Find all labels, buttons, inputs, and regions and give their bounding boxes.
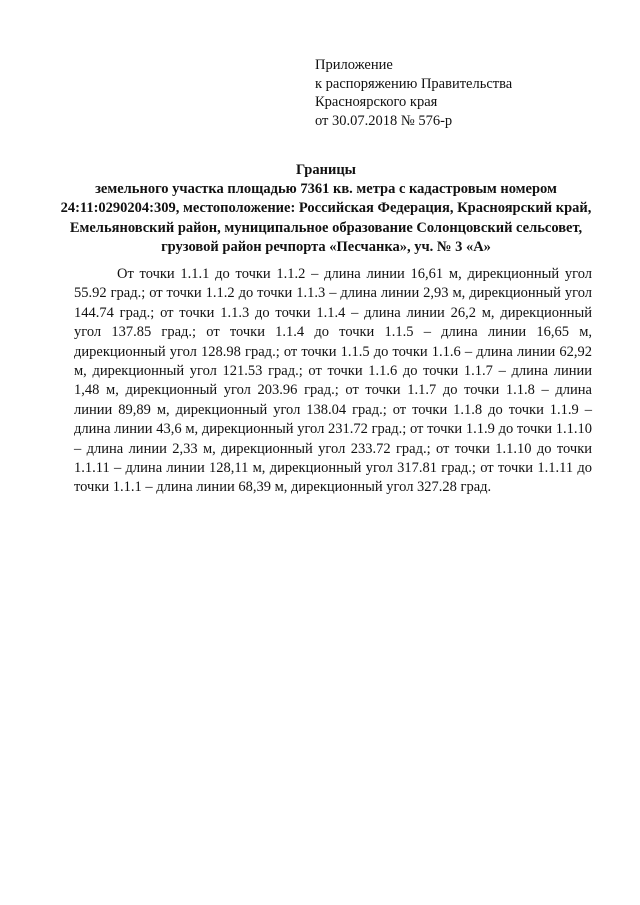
boundary-description: От точки 1.1.1 до точки 1.1.2 – длина линии 16,61 м, дирекционный угол 55.92 град.; от точки 1.1.2 до точки 1.1.3 – длина линии 2,93 м, дирекционный угол 144.74 град.; от точки 1.1.3 до точки 1.1.4 – длина линии 26,2 м, дирекционный угол 137.85 град.; от точки 1.1.4 до точки 1.1.5 – длина линии 16,65 м, дирекционный угол 128.98 град.; от точки 1.1.5 до точки 1.1.6 – длина линии 62,92 м, дирекционный угол 121.53 град.; от точки 1.1.6 до точки 1.1.7 – длина линии 1,48 м, дирекционный угол 203.96 град.; от точки 1.1.7 до точки 1.1.8 – длина линии 89,89 м, дирекционный угол 138.04 град.; от точки 1.1.8 до точки 1.1.9 – длина линии 43,6 м, дирекционный угол 231.72 град.; от точки 1.1.9 до точки 1.1.10 – длина линии 2,33 м, дирекционный угол 233.72 град.; от точки 1.1.10 до точки 1.1.11 – длина линии 128,11 м, дирекционный угол 317.81 град.; от точки 1.1.11 до точки 1.1.1 – длина линии 68,39 м, дирекционный угол 327.28 град.	[74, 266, 592, 496]
annex-authority: Красноярского края	[315, 94, 438, 110]
document-title	[60, 161, 592, 257]
title-subtitle: земельного участка площадью 7361 кв. метра с кадастровым номером 24:11:0290204:309, местоположение: Российская Федерация, Красноярский край, Емельяновский район, муниципальное образование Солонцовский сельсовет, грузовой район речпорта «Песчанка», уч. № 3 «А»	[60, 181, 592, 255]
annex-header	[315, 56, 615, 130]
annex-label: Приложение	[315, 57, 393, 73]
annex-date-number: от 30.07.2018 № 576-р	[315, 112, 453, 129]
title-heading: Границы	[295, 162, 356, 178]
annex-reference: к распоряжению Правительства	[315, 75, 513, 92]
